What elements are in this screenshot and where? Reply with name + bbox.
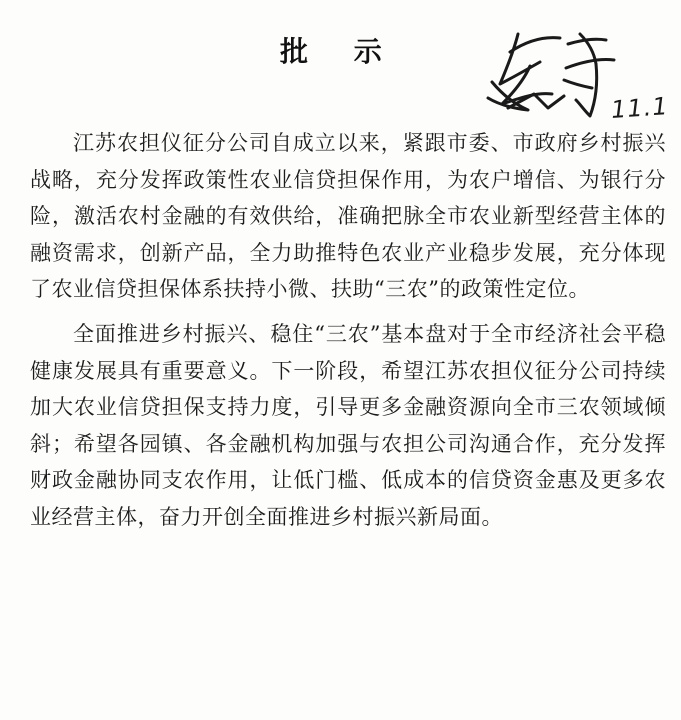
document-title: 批 示 <box>280 35 400 68</box>
paragraph-1: 江苏农担仪征分公司自成立以来，紧跟市委、市政府乡村振兴战略，充分发挥政策性农业信贷担保作用，为农户增信、为银行分险，激活农村金融的有效供给，准确把脉全市农业新型经营主体的融资需求，创新产品，全力助推特色农业产业稳步发展，充分体现了农业信贷担保体系扶持小微、扶助“三农”的政策性定位。 <box>30 131 666 302</box>
paragraph-2: 全面推进乡村振兴、稳住“三农”基本盘对于全市经济社会平稳健康发展具有重要意义。下一阶段，希望江苏农担仪征分公司持续加大农业信贷担保支持力度，引导更多金融资源向全市三农领域倾斜；希望各园镇、各金融机构加强与农担公司沟通合作，充分发挥财政金融协同支农作用，让低门槛、低成本的信贷资金惠及更多农业经营主体，奋力开创全面推进乡村振兴新局面。 <box>30 321 666 529</box>
annotation-date: 11.1 <box>610 92 670 124</box>
document-body <box>30 125 666 544</box>
